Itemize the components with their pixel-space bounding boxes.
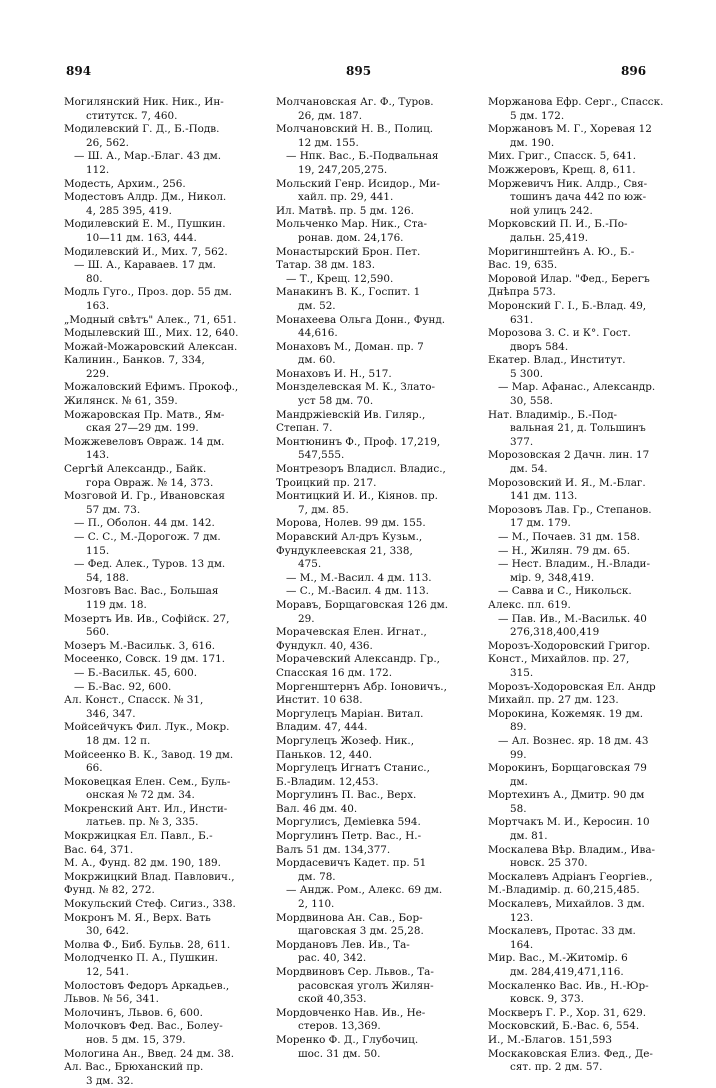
directory-entry-line: Моригинштейнъ А. Ю., Б.-: [488, 245, 635, 258]
directory-entry-line: 26, дм. 187.: [298, 109, 363, 122]
page-number-center: 895: [346, 64, 372, 78]
directory-entry-line: — Мар. Афанас., Александр.: [498, 381, 656, 394]
directory-entry-line: Мосеенко, Совск. 19 дм. 171.: [64, 653, 226, 666]
directory-entry-line: Морачевский Александр. Гр.,: [276, 653, 440, 666]
directory-entry-line: Михайл. пр. 27 дм. 123.: [488, 694, 619, 707]
directory-entry-line: Монтюнинъ Ф., Проф. 17,219,: [276, 435, 441, 448]
directory-entry-line: стеров. 13,369.: [298, 1020, 381, 1033]
directory-entry-line: Сергѣй Александр., Байк.: [64, 463, 207, 476]
directory-entry-line: 560.: [86, 626, 110, 639]
directory-entry-line: Фундуклеевская 21, 338,: [276, 544, 413, 557]
directory-entry-line: Морозовский И. Я., М.-Благ.: [488, 476, 646, 489]
directory-entry-line: Москаковская Елиз. Фед., Де-: [488, 1047, 653, 1060]
directory-entry-line: — Пав. Ив., М.-Васильк. 40: [498, 612, 647, 625]
directory-entry-line: 10—11 дм. 163, 444.: [86, 231, 197, 244]
directory-entry-line: Екатер. Влад., Институт.: [488, 354, 626, 367]
directory-entry-line: дальн. 25,419.: [510, 231, 589, 244]
directory-entry-line: Можаловский Ефимъ. Прокоф.,: [64, 381, 239, 394]
directory-entry-line: 18 дм. 12 п.: [86, 734, 151, 747]
directory-entry-line: Моргулецъ Жозеф. Ник.,: [276, 734, 415, 747]
directory-entry-line: Владим. 47, 444.: [276, 721, 368, 734]
directory-entry-line: Молочинъ, Львов. 6, 600.: [64, 1006, 203, 1019]
directory-entry-line: 58.: [510, 802, 527, 815]
directory-entry-line: Морозовская 2 Дачн. лин. 17: [488, 449, 650, 462]
directory-entry-line: Можай-Можаровский Алексан.: [64, 340, 238, 353]
directory-entry-line: 4, 285 395, 419.: [86, 204, 172, 217]
directory-entry-line: 143.: [86, 449, 110, 462]
directory-entry-line: Моравъ, Борщаговская 126 дм.: [276, 598, 449, 611]
directory-entry-line: Ал. Вас., Брюханский пр.: [64, 1061, 204, 1074]
directory-entry-line: дм. 78.: [298, 870, 336, 883]
directory-entry-line: Вас. 64, 371.: [64, 843, 134, 856]
directory-entry-line: Мордановъ Лев. Ив., Та-: [276, 938, 410, 951]
directory-entry-line: расовская уголъ Жилян-: [298, 979, 434, 992]
directory-entry-line: 30, 558.: [510, 395, 553, 408]
directory-entry-line: Молва Ф., Биб. Бульв. 28, 611.: [64, 938, 231, 951]
directory-entry-line: 17 дм. 179.: [510, 517, 571, 530]
directory-entry-line: 66.: [86, 762, 103, 775]
directory-entry-line: Моковецкая Елен. Сем., Буль-: [64, 775, 231, 788]
directory-entry-line: 99.: [510, 748, 527, 761]
directory-entry-line: Моронский Г. І., Б.-Влад. 49,: [488, 299, 647, 312]
directory-entry-line: дм. 190.: [510, 136, 555, 149]
directory-column-2: [276, 96, 458, 1060]
directory-entry-line: ская 27—29 дм. 199.: [86, 422, 199, 435]
directory-entry-line: „Модный свѣтъ" Алек., 71, 651.: [64, 313, 237, 326]
directory-entry-line: Фунд. № 82, 272.: [64, 884, 155, 897]
directory-entry-line: 3 дм. 32.: [86, 1074, 134, 1087]
directory-entry-line: Монаховъ М., Доман. пр. 7: [276, 340, 424, 353]
directory-entry-line: гора Овраж. № 14, 373.: [86, 476, 214, 489]
directory-entry-line: Монаховъ И. Н., 517.: [276, 367, 392, 380]
directory-entry-line: 112.: [86, 163, 110, 176]
page-number-right: 896: [621, 64, 647, 78]
directory-entry-line: латьев. пр. № 3, 335.: [86, 816, 199, 829]
directory-entry-line: 44,616.: [298, 327, 338, 340]
directory-entry-line: Можжеровъ, Крещ. 8, 611.: [488, 163, 636, 176]
directory-entry-line: 89.: [510, 721, 527, 734]
directory-entry-line: Москалевъ Адріанъ Георгіев.,: [488, 870, 653, 883]
directory-entry-line: — Ш. А., Караваев. 17 дм.: [74, 259, 216, 272]
directory-entry-line: — Б.-Васильк. 45, 600.: [74, 666, 198, 679]
directory-entry-line: Конст., Михайлов. пр. 27,: [488, 653, 630, 666]
directory-entry-line: Монтицкий И. И., Кіянов. пр.: [276, 490, 438, 503]
directory-entry-line: Спасская 16 дм. 172.: [276, 666, 393, 679]
directory-entry-line: — Ш. А., Мар.-Благ. 43 дм.: [74, 150, 222, 163]
directory-entry-line: Калинин., Банков. 7, 334,: [64, 354, 205, 367]
directory-entry-line: Молочковъ Фед. Вас., Болеу-: [64, 1020, 223, 1033]
directory-entry-line: Модесть, Архим., 256.: [64, 177, 186, 190]
directory-entry-line: рас. 40, 342.: [298, 952, 367, 965]
directory-entry-line: Троицкий пр. 217.: [276, 476, 377, 489]
directory-entry-line: 57 дм. 73.: [86, 503, 141, 516]
directory-entry-line: Москаленко Вас. Ив., Н.-Юр-: [488, 979, 649, 992]
directory-entry-line: Морозъ-Ходоровский Григор.: [488, 639, 651, 652]
directory-entry-line: Монтрезоръ Владисл. Владис.,: [276, 463, 446, 476]
directory-column-3: [488, 96, 668, 1074]
directory-entry-line: уст 58 дм. 70.: [298, 395, 374, 408]
directory-entry-line: Морковский П. И., Б.-По-: [488, 218, 628, 231]
directory-entry-line: Моргулинъ Петр. Вас., Н.-: [276, 830, 422, 843]
directory-entry-line: Мокренский Ант. Ил., Инсти-: [64, 802, 228, 815]
directory-entry-line: Моргулецъ Игнатъ Станис.,: [276, 762, 430, 775]
directory-entry-line: Вас. 19, 635.: [488, 259, 558, 272]
directory-entry-line: новск. 25 370.: [510, 857, 588, 870]
directory-entry-line: Мокржицкий Влад. Павлович.,: [64, 870, 235, 883]
directory-entry-line: ной улицъ 242.: [510, 204, 593, 217]
directory-entry-line: Модестовъ Алдр. Дм., Никол.: [64, 191, 227, 204]
page-number-left: 894: [66, 64, 92, 78]
directory-entry-line: — Ал. Вознес. яр. 18 дм. 43: [498, 734, 649, 747]
directory-entry-line: Модилевский Е. М., Пушкин.: [64, 218, 226, 231]
directory-entry-line: — Т., Крещ. 12,590.: [286, 272, 394, 285]
directory-entry-line: 26, 562.: [86, 136, 129, 149]
directory-entry-line: — М., Почаев. 31 дм. 158.: [498, 531, 640, 543]
directory-entry-line: Москверъ Г. Р., Хор. 31, 629.: [488, 1006, 647, 1019]
directory-entry-line: — Нпк. Вас., Б.-Подвальная: [286, 150, 439, 163]
directory-entry-line: 80.: [86, 272, 103, 285]
directory-entry-line: хайл. пр. 29, 441.: [298, 191, 394, 204]
directory-entry-line: 475.: [298, 558, 322, 571]
directory-entry-line: Москалевъ, Протас. 33 дм.: [488, 925, 636, 938]
directory-entry-line: 29.: [298, 612, 315, 625]
directory-entry-line: Морачевская Елен. Игнат.,: [276, 626, 427, 639]
directory-entry-line: Моржевичъ Ник. Алдр., Свя-: [488, 177, 648, 190]
directory-entry-line: 163.: [86, 299, 110, 312]
directory-entry-line: Ил. Матвѣ. пр. 5 дм. 126.: [276, 204, 414, 217]
directory-entry-line: — С. С., М.-Дорогож. 7 дм.: [74, 531, 221, 543]
directory-entry-line: Морокина, Кожемяк. 19 дм.: [488, 707, 643, 720]
directory-entry-line: Татар. 38 дм. 183.: [276, 259, 376, 272]
directory-entry-line: 141 дм. 113.: [510, 490, 578, 503]
directory-entry-line: Мольский Генр. Исидор., Ми-: [276, 177, 440, 190]
directory-entry-line: Львов. № 56, 341.: [64, 993, 159, 1006]
directory-entry-line: Мольченко Мар. Ник., Ста-: [276, 218, 428, 231]
directory-entry-line: 7, дм. 85.: [298, 503, 349, 516]
directory-entry-line: Мокульский Стеф. Сигиз., 338.: [64, 898, 236, 911]
directory-entry-line: 547,555.: [298, 449, 345, 462]
directory-entry-line: Морозова З. С. и К°. Гост.: [488, 327, 631, 340]
directory-entry-line: шос. 31 дм. 50.: [298, 1047, 381, 1060]
directory-entry-line: Валъ 51 дм. 134,377.: [276, 843, 391, 856]
directory-entry-line: Мологина Ан., Введ. 24 дм. 38.: [64, 1047, 235, 1060]
directory-entry-line: мір. 9, 348,419.: [510, 571, 595, 584]
directory-entry-line: Ал. Конст., Спасск. № 31,: [64, 694, 204, 707]
directory-entry-line: Мир. Вас., М.-Житомір. 6: [488, 952, 628, 965]
directory-entry-line: тошинъ дача 442 по юж-: [510, 191, 647, 204]
directory-entry-line: 115.: [86, 544, 110, 557]
directory-entry-line: Жилянск. № 61, 359.: [64, 395, 178, 408]
directory-entry-line: 123.: [510, 911, 534, 924]
directory-entry-line: Б.-Владим. 12,453.: [276, 775, 379, 788]
directory-entry-line: Днѣпра 573.: [488, 286, 556, 299]
directory-entry-line: М. А., Фунд. 82 дм. 190, 189.: [64, 857, 221, 870]
directory-entry-line: Молостовъ Федоръ Аркадьев.,: [64, 979, 230, 992]
directory-entry-line: 631.: [510, 313, 534, 326]
directory-entry-line: сят. пр. 2 дм. 57.: [510, 1061, 603, 1074]
directory-entry-line: Мозговой И. Гр., Ивановская: [64, 490, 225, 503]
directory-entry-line: Москалева Вѣр. Владим., Ива-: [488, 843, 656, 856]
directory-entry-line: 19, 247,205,275.: [298, 163, 388, 176]
directory-entry-line: Мордвинова Ан. Сав., Бор-: [276, 911, 423, 924]
directory-entry-line: Нат. Владимір., Б.-Под-: [488, 408, 618, 421]
directory-entry-line: Моржановъ М. Г., Хоревая 12: [488, 123, 652, 136]
directory-entry-line: Моргулисъ, Деміевка 594.: [276, 816, 421, 829]
directory-entry-line: Можаровская Пр. Матв., Ям-: [64, 408, 225, 421]
directory-entry-line: Монзделевская М. К., Злато-: [276, 381, 435, 394]
directory-entry-line: Моргенштернъ Абр. Іоновичъ.,: [276, 680, 447, 693]
directory-entry-line: Мордасевичъ Кадет. пр. 51: [276, 857, 427, 870]
directory-entry-line: дворъ 584.: [510, 340, 569, 353]
directory-entry-line: Монахеева Ольга Донн., Фунд.: [276, 313, 446, 326]
directory-entry-line: Моравский Ал-дръ Кузьм.,: [276, 531, 423, 543]
directory-entry-line: Мокронъ М. Я., Верх. Вать: [64, 911, 211, 924]
directory-entry-line: — П., Оболон. 44 дм. 142.: [74, 517, 215, 530]
directory-entry-line: — С., М.-Васил. 4 дм. 113.: [286, 585, 429, 598]
directory-entry-line: ронав. дом. 24,176.: [298, 231, 404, 244]
directory-entry-line: Мойсеенко В. К., Завод. 19 дм.: [64, 748, 234, 761]
directory-entry-line: Фундукл. 40, 436.: [276, 639, 373, 652]
directory-entry-line: — Андж. Ром., Алекс. 69 дм.: [286, 884, 443, 897]
directory-entry-line: 54, 188.: [86, 571, 129, 584]
directory-entry-line: дм. 60.: [298, 354, 336, 367]
directory-entry-line: 12 дм. 155.: [298, 136, 359, 149]
directory-entry-line: 229.: [86, 367, 110, 380]
directory-entry-line: дм. 54.: [510, 463, 548, 476]
directory-entry-line: И., М.-Благов. 151,593: [488, 1033, 612, 1046]
directory-entry-line: Морозъ-Ходоровская Ел. Андр: [488, 680, 656, 693]
directory-entry-line: Моровой Илар. "Фед., Берегъ: [488, 272, 650, 285]
directory-entry-line: Можжевеловъ Овраж. 14 дм.: [64, 435, 225, 448]
directory-entry-line: вальная 21, д. Тольшинъ: [510, 422, 646, 435]
directory-entry-line: Мозеръ М.-Васильк. 3, 616.: [64, 639, 216, 652]
directory-entry-line: Паньков. 12, 440.: [276, 748, 373, 761]
directory-entry-line: Моргулецъ Маріан. Витал.: [276, 707, 424, 720]
directory-entry-line: дм. 81.: [510, 830, 548, 843]
directory-entry-line: 315.: [510, 666, 534, 679]
directory-entry-line: ковск. 9, 373.: [510, 993, 584, 1006]
directory-entry-line: Инстит. 10 638.: [276, 694, 363, 707]
directory-entry-line: Моренко Ф. Д., Глубочиц.: [276, 1033, 419, 1046]
directory-entry-line: Мозговъ Вас. Вас., Большая: [64, 585, 219, 598]
directory-entry-line: Мордовченко Нав. Ив., Не-: [276, 1006, 426, 1019]
directory-entry-line: Мокржицкая Ел. Павл., Б.-: [64, 830, 213, 843]
directory-entry-line: Вал. 46 дм. 40.: [276, 802, 358, 815]
directory-entry-line: 119 дм. 18.: [86, 598, 147, 611]
directory-entry-line: Мих. Григ., Спасск. 5, 641.: [488, 150, 637, 163]
directory-entry-line: Степан. 7.: [276, 422, 333, 435]
directory-entry-line: М.-Владимір. д. 60,215,485.: [488, 884, 640, 897]
directory-entry-line: щаговская 3 дм. 25,28.: [298, 925, 424, 938]
directory-entry-line: Молчановский Н. В., Полиц.: [276, 123, 434, 136]
directory-entry-line: Мортехинъ А., Дмитр. 90 дм: [488, 789, 645, 802]
directory-entry-line: ской 40,353.: [298, 993, 367, 1006]
directory-entry-line: Мандржіевскій Ив. Гиляр.,: [276, 408, 426, 421]
directory-entry-line: Манакинъ В. К., Госпит. 1: [276, 286, 421, 299]
directory-entry-line: 30, 642.: [86, 925, 129, 938]
directory-entry-line: — Б.-Вас. 92, 600.: [74, 680, 172, 693]
directory-entry-line: — Фед. Алек., Туров. 13 дм.: [74, 558, 226, 571]
directory-entry-line: — Н., Жилян. 79 дм. 65.: [498, 544, 631, 557]
directory-entry-line: онская № 72 дм. 34.: [86, 789, 195, 802]
directory-entry-line: Молодченко П. А., Пушкин.: [64, 952, 219, 965]
directory-entry-line: — Савва и С., Никольск.: [498, 585, 632, 598]
directory-entry-line: Алекс. пл. 619.: [488, 598, 571, 611]
directory-entry-line: Мортчакъ М. И., Керосин. 10: [488, 816, 650, 829]
directory-entry-line: 377.: [510, 435, 534, 448]
directory-entry-line: Монастырский Брон. Пет.: [276, 245, 421, 258]
directory-entry-line: Молчановская Аг. Ф., Туров.: [276, 96, 434, 108]
directory-entry-line: 346, 347.: [86, 707, 136, 720]
directory-entry-line: Московский, Б.-Вас. 6, 554.: [488, 1020, 640, 1033]
directory-entry-line: дм. 52.: [298, 299, 336, 312]
directory-entry-line: Мойсейчукъ Фил. Лук., Мокр.: [64, 721, 230, 734]
directory-entry-line: 5 дм. 172.: [510, 109, 565, 122]
directory-column-1: [64, 96, 246, 1087]
directory-entry-line: Мордвиновъ Сер. Львов., Та-: [276, 966, 434, 978]
directory-entry-line: Могилянский Ник. Ник., Ин-: [64, 96, 224, 108]
directory-entry-line: 276,318,400,419: [510, 626, 600, 639]
directory-entry-line: Морозовъ Лав. Гр., Степанов.: [488, 503, 652, 516]
directory-entry-line: 12, 541.: [86, 966, 129, 978]
directory-entry-line: Модль Гуго., Проз. дор. 55 дм.: [64, 286, 232, 299]
directory-entry-line: нов. 5 дм. 15, 379.: [86, 1033, 186, 1046]
directory-entry-line: Моргулинъ П. Вас., Верх.: [276, 789, 417, 802]
directory-entry-line: дм. 284,419,471,116.: [510, 966, 624, 978]
directory-entry-line: дм.: [510, 775, 528, 788]
directory-entry-line: Морокинъ, Борщаговская 79: [488, 762, 647, 775]
directory-entry-line: Модилевский И., Мих. 7, 562.: [64, 245, 228, 258]
directory-entry-line: Моржанова Ефр. Серг., Спасск.: [488, 96, 664, 108]
directory-entry-line: Мозертъ Ив. Ив., Софійск. 27,: [64, 612, 230, 625]
directory-entry-line: 164.: [510, 938, 534, 951]
directory-entry-line: — М., М.-Васил. 4 дм. 113.: [286, 571, 432, 584]
directory-entry-line: — Нест. Владим., Н.-Влади-: [498, 558, 650, 571]
directory-entry-line: Морова, Нолев. 99 дм. 155.: [276, 517, 426, 530]
directory-entry-line: Модылевский Ш., Мих. 12, 640.: [64, 327, 239, 340]
directory-entry-line: 5 300.: [510, 367, 544, 380]
directory-entry-line: Москалевъ, Михайлов. 3 дм.: [488, 898, 645, 911]
directory-entry-line: Модилевский Г. Д., Б.-Подв.: [64, 123, 220, 136]
directory-entry-line: 2, 110.: [298, 898, 335, 911]
directory-entry-line: ститутск. 7, 460.: [86, 109, 178, 122]
